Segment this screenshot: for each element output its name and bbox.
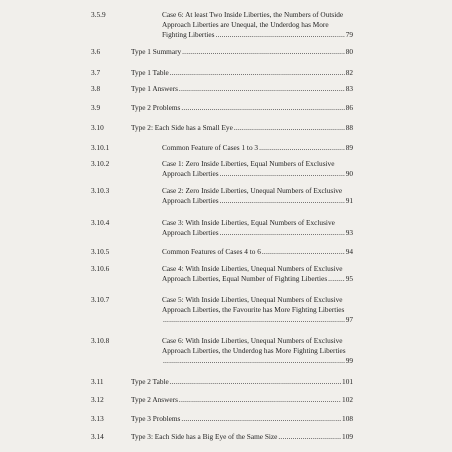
page-number: 109: [342, 432, 353, 441]
page-number: 93: [345, 228, 353, 237]
dot-leader: [181, 103, 344, 113]
section-number: 3.9: [91, 103, 101, 112]
entry-line: Case 2: Zero Inside Liberties, Unequal Numbers of Exclusive: [162, 186, 343, 195]
entry-line: Approach Liberties, the Underdog has More Fighting Liberties: [162, 346, 346, 355]
page-number: 90: [345, 169, 353, 178]
entry-text: [131, 377, 353, 387]
dot-leader: [181, 414, 341, 424]
section-number: 3.11: [91, 377, 104, 386]
section-number: 3.10.3: [91, 186, 110, 195]
dot-leader: [170, 68, 345, 78]
entry-line: Case 6: At least Two Inside Liberties, the Numbers of Outside: [162, 10, 344, 19]
entry-title: Approach Liberties, Equal Number of Fighting Liberties: [162, 274, 328, 283]
dot-leader: [182, 47, 345, 57]
section-number: 3.12: [91, 395, 104, 404]
section-number: 3.14: [91, 432, 104, 441]
entry-text: [162, 159, 353, 179]
leader-line: [162, 356, 353, 366]
entry-line: Case 6: With Inside Liberties, Unequal Numbers of Exclusive: [162, 336, 343, 345]
page-number: 99: [345, 356, 353, 365]
entry-title: Approach Liberties: [162, 196, 219, 205]
entry-text: [131, 414, 353, 424]
entry-line: Case 4: With Inside Liberties, Unequal Numbers of Exclusive: [162, 264, 343, 273]
entry-title: Approach Liberties: [162, 228, 219, 237]
entry-line: Approach Liberties, the Favourite has More Fighting Liberties: [162, 305, 345, 314]
section-number: 3.5.9: [91, 10, 106, 19]
section-number: 3.10.7: [91, 295, 110, 304]
section-number: 3.10.8: [91, 336, 110, 345]
page-number: 91: [345, 196, 353, 205]
page-number: 83: [345, 84, 353, 93]
section-number: 3.13: [91, 414, 104, 423]
dot-leader: [220, 228, 345, 238]
dot-leader: [216, 30, 345, 40]
leader-line: [162, 30, 353, 40]
section-number: 3.10.5: [91, 247, 110, 256]
page-number: 86: [345, 103, 353, 112]
entry-title: Common Feature of Cases 1 to 3: [162, 143, 259, 152]
leader-line: [162, 169, 353, 179]
page-number: 102: [342, 395, 353, 404]
leader-line: [131, 377, 353, 387]
entry-text: [131, 432, 353, 442]
entry-text: [162, 264, 353, 284]
entry-title: Type 2: Each Side has a Small Eye: [131, 123, 233, 132]
dot-leader: [163, 356, 345, 366]
leader-line: [162, 274, 353, 284]
leader-line: [131, 84, 353, 94]
dot-leader: [179, 84, 345, 94]
leader-line: [131, 414, 353, 424]
page-number: 101: [342, 377, 353, 386]
page-number: 108: [342, 414, 353, 423]
entry-title: Type 1 Answers: [131, 84, 178, 93]
section-number: 3.7: [91, 68, 101, 77]
section-number: 3.10: [91, 123, 104, 132]
dot-leader: [262, 247, 345, 257]
dot-leader: [328, 274, 345, 284]
entry-text: [162, 295, 353, 325]
section-number: 3.10.6: [91, 264, 110, 273]
page-number: 95: [345, 274, 353, 283]
section-number: 3.10.1: [91, 143, 110, 152]
entry-text: [162, 186, 353, 206]
leader-line: [131, 68, 353, 78]
leader-line: [162, 143, 353, 153]
entry-text: [131, 84, 353, 94]
entry-line: Case 1: Zero Inside Liberties, Equal Numbers of Exclusive: [162, 159, 335, 168]
dot-leader: [220, 196, 345, 206]
entry-text: [162, 10, 353, 40]
leader-line: [131, 47, 353, 57]
entry-text: [162, 336, 353, 366]
leader-line: [131, 123, 353, 133]
dot-leader: [170, 377, 341, 387]
page-number: 88: [345, 123, 353, 132]
entry-title: Approach Liberties: [162, 169, 219, 178]
section-number: 3.6: [91, 47, 101, 56]
dot-leader: [234, 123, 345, 133]
entry-text: [131, 395, 353, 405]
leader-line: [131, 395, 353, 405]
entry-text: [131, 47, 353, 57]
leader-line: [131, 103, 353, 113]
dot-leader: [278, 432, 341, 442]
entry-text: [162, 143, 353, 153]
entry-title: Type 3 Problems: [131, 414, 181, 423]
entry-title: Type 3: Each Side has a Big Eye of the Same Size: [131, 432, 278, 441]
leader-line: [162, 196, 353, 206]
leader-line: [162, 315, 353, 325]
dot-leader: [163, 315, 345, 325]
dot-leader: [259, 143, 345, 153]
entry-text: [131, 103, 353, 113]
page-number: 97: [345, 315, 353, 324]
entry-title: Type 2 Answers: [131, 395, 178, 404]
entry-title: Type 2 Table: [131, 377, 169, 386]
section-number: 3.8: [91, 84, 101, 93]
entry-text: [131, 68, 353, 78]
entry-text: [162, 247, 353, 257]
page-number: 82: [345, 68, 353, 77]
entry-title: Fighting Liberties: [162, 30, 215, 39]
entry-line: Approach Liberties are Unequal, the Underdog has More: [162, 20, 329, 29]
page-number: 94: [345, 247, 353, 256]
leader-line: [131, 432, 353, 442]
entry-line: Case 3: With Inside Liberties, Equal Numbers of Exclusive: [162, 218, 335, 227]
entry-title: Common Features of Cases 4 to 6: [162, 247, 261, 256]
entry-text: [162, 218, 353, 238]
entry-line: Case 5: With Inside Liberties, Unequal Numbers of Exclusive: [162, 295, 343, 304]
leader-line: [162, 247, 353, 257]
section-number: 3.10.4: [91, 218, 110, 227]
entry-title: Type 1 Summary: [131, 47, 182, 56]
page-number: 80: [345, 47, 353, 56]
entry-title: Type 1 Table: [131, 68, 169, 77]
dot-leader: [179, 395, 341, 405]
dot-leader: [220, 169, 345, 179]
page-number: 79: [345, 30, 353, 39]
leader-line: [162, 228, 353, 238]
section-number: 3.10.2: [91, 159, 110, 168]
entry-text: [131, 123, 353, 133]
page-number: 89: [345, 143, 353, 152]
entry-title: Type 2 Problems: [131, 103, 181, 112]
